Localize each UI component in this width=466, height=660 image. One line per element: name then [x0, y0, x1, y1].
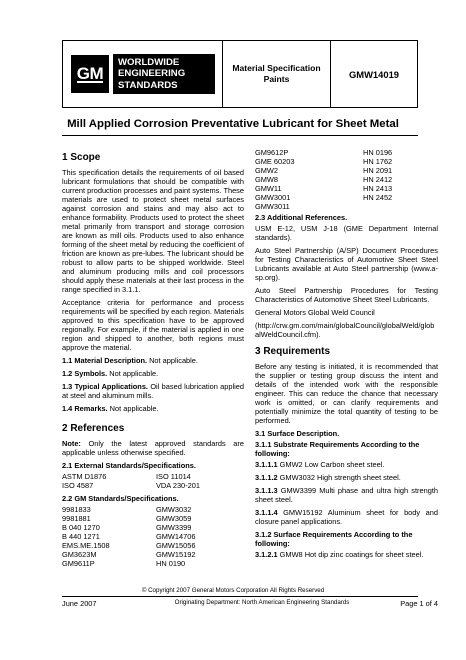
reference-row: GM9611P HN 0190 [62, 559, 186, 568]
subsection-heading: 3.1 Surface Description. [255, 429, 340, 438]
paragraph: This specification details the requirements of oil based lubricant formulations that should be compatible with current production processes and paint systems. These materials are used to protect sheet metal surfaces against corrosion and stains and may also act to enhance formability. Products used to protect the sheet metal primarily from transport and storage corrosion are known as mill oils. Products used to also enhance forming of the sheet metal by reducing the coefficient of friction are known as pre-lubes. The lubricant should be robust to allow parts to be shipped worldwide. Steel and aluminum producing mills and coil processors should apply these materials at their last process in the range specified in 3.1.1. [62, 168, 244, 294]
subsection-heading: 3.1.2 Surface Requirements According to the following: [255, 530, 413, 548]
document-header [62, 40, 418, 108]
paragraph: 3.1.1.1 GMW2 Low Carbon sheet steel. [255, 460, 385, 469]
reference-row: B 440 1271 GMW14706 [62, 532, 196, 541]
org-line: STANDARDS [118, 79, 178, 91]
subsection-heading: 2.1 External Standards/Specifications. [62, 461, 196, 470]
logo-cell [63, 41, 223, 107]
reference-row: EMS.ME.1508 GMW15056 [62, 541, 196, 550]
document-title: Mill Applied Corrosion Preventative Lubricant for Sheet Metal [67, 118, 399, 130]
subsection-heading: 2.3 Additional References. [255, 213, 348, 222]
doc-type-cell [223, 41, 331, 107]
paragraph: USM E-12, USM J-18 (GME Department Internal standards). [255, 224, 438, 242]
reference-row: GM3623M GMW15192 [62, 550, 196, 559]
org-line: ENGINEERING [118, 68, 186, 80]
page-number: Page 1 of 4 [400, 599, 438, 608]
reference-row: GMW2 HN 2091 [255, 166, 393, 175]
doc-code: GMW14019 [348, 68, 400, 80]
section-heading: 2 References [62, 423, 125, 434]
doc-category: Paints [263, 74, 290, 84]
paragraph: 1.2 Symbols. Not applicable. [62, 369, 159, 378]
reference-row: GMW11 HN 2413 [255, 184, 393, 193]
reference-row: GMW8 HN 2412 [255, 175, 393, 184]
reference-row: 9981881 GMW3059 [62, 514, 192, 523]
paragraph: 3.1.1.4 GMW15192 Aluminum sheet for body and closure panel applications. [255, 508, 438, 526]
reference-row: B 040 1270 GMW3399 [62, 523, 192, 532]
doc-type: Material Specification [232, 63, 321, 73]
reference-row: 9981833 GMW3032 [62, 505, 192, 514]
paragraph: 3.1.1.2 GMW3032 High strength sheet steel. [255, 473, 401, 482]
paragraph: 3.1.1.3 GMW3399 Multi phase and ultra high strength sheet steel. [255, 486, 438, 504]
org-name-block [113, 54, 215, 95]
reference-row: GM9612P HN 0196 [255, 148, 393, 157]
paragraph: Auto Steel Partnership Procedures for Testing Characteristics of Automotive Sheet Steel Lubricants. [255, 286, 438, 304]
paragraph: 3.1.2.1 GMW8 Hot dip zinc coatings for sheet steel. [255, 550, 424, 559]
paragraph: Before any testing is initiated, it is recommended that the supplier or testing group discuss the intent and details of the intended work with the responsible engineer. This can reduce the chance that necessary work is omitted, or can clarify requirements and potentially minimize the total quantity of testing to be performed. [255, 362, 438, 425]
paragraph: Acceptance criteria for performance and process requirements will be specified by each region. Materials approved to this specification have to be approved regionally. For example, if the material is applied in one region and shipped to another, both regions must approve the material. [62, 298, 244, 352]
right-column [255, 148, 438, 563]
reference-row: GME 60203 HN 1762 [255, 157, 393, 166]
paragraph: 1.3 Typical Applications. Oil based lubrication applied at steel and aluminum mills. [62, 382, 244, 400]
subsection-heading: 2.2 GM Standards/Specifications. [62, 494, 179, 503]
title-rule [62, 135, 418, 136]
footer-date: June 2007 [62, 599, 97, 608]
paragraph: 1.4 Remarks. Not applicable. [62, 404, 159, 413]
section-heading: 1 Scope [62, 152, 101, 163]
gm-logo: GM [71, 55, 109, 93]
reference-row: ISO 4587 VDA 230-201 [62, 481, 200, 490]
subsection-heading: 3.1.1 Substrate Requirements According to the following: [255, 440, 420, 458]
footer-department: Originating Department: North American Engineering Standards [174, 599, 350, 606]
org-line: WORLDWIDE [118, 56, 180, 68]
note: Note: Only the latest approved standards are applicable unless otherwise specified. [62, 439, 244, 457]
reference-row: ASTM D1876 ISO 11014 [62, 472, 191, 481]
paragraph: (http://crw.gm.com/main/globalCouncil/globalWeld/globalWeldCouncil.cfm). [255, 321, 435, 339]
paragraph: Auto Steel Partnership (A/SP) Document Procedures for Testing Characteristics of Automotive Sheet Steel Lubricants available at Auto Steel partnership (www.a-sp.org). [255, 246, 438, 282]
left-column [62, 152, 244, 568]
copyright: © Copyright 2007 General Motors Corporation All Rights Reserved [141, 587, 325, 594]
paragraph: General Motors Global Weld Council [255, 308, 375, 317]
section-heading: 3 Requirements [255, 346, 331, 357]
paragraph: 1.1 Material Description. Not applicable. [62, 356, 198, 365]
reference-row: GMW3011 [255, 202, 290, 211]
footer-rule [62, 596, 418, 597]
reference-row: GMW3001 HN 2452 [255, 193, 393, 202]
